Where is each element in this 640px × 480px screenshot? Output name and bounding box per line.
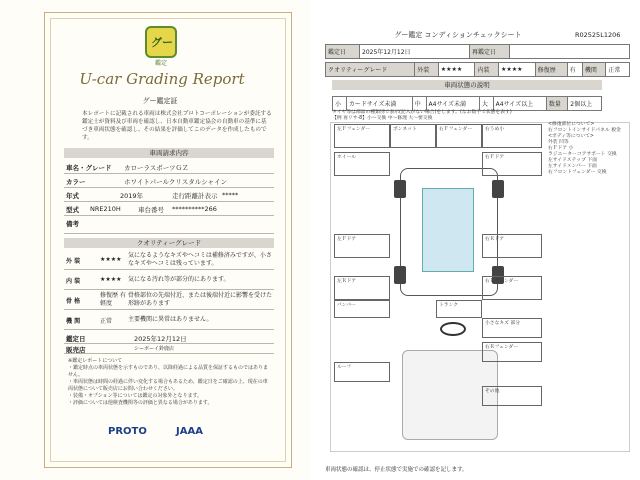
part-label: 右Ｒフェンダー (485, 279, 519, 284)
legend-a4plus: A4サイズ以上 (493, 97, 546, 111)
note-line: 左サイドステップ 下面 (548, 158, 598, 163)
sheet-footer-note: 車両状態の確認は、停止状態で実施での確認を記します。 (325, 467, 468, 473)
chassis-label: 車台番号 (138, 206, 164, 214)
engine-label: 機関 (582, 63, 606, 77)
quality-desc: 骨格部位の先端付近、または後端付近に影響を受けた形跡があります (128, 292, 273, 307)
callout-box (482, 234, 542, 258)
sheet-grade-table (325, 62, 630, 77)
legend-table (332, 96, 602, 111)
color-value: ホワイトパールクリスタルシャイン (124, 178, 227, 186)
appraisal-label: 鑑定日 (66, 335, 86, 343)
callout-box (482, 318, 542, 338)
sheet-type-value (510, 45, 630, 59)
note-line: ・鑑定時点の車両状態を示すものであり、以降経過による品質を保証するものではありません。 (68, 365, 269, 378)
wheel-icon (492, 180, 504, 198)
callout-box (334, 234, 390, 258)
quality-row-interior (64, 270, 274, 290)
row-shop (64, 344, 274, 354)
callout-box (436, 300, 482, 318)
appraisal-date: 2025年12月12日 (134, 335, 187, 343)
sheet-appraisal-label: 鑑定日 (326, 45, 360, 59)
remarks-label: 備考 (66, 220, 79, 228)
sheet-header-table (325, 44, 630, 59)
legend-title: 車両状態の説明 (332, 80, 602, 90)
callout-box (482, 124, 542, 148)
note-line: ※鑑定レポートについて (68, 358, 123, 364)
legend-card: カードサイズ未満 (346, 97, 412, 111)
legend-count-label: 数量 (546, 97, 567, 111)
mileage-label: 走行距離計表示 (172, 192, 218, 200)
legend-large: 大 (479, 97, 493, 111)
int-label: 内装 (475, 63, 499, 77)
section-quality: クオリティーグレード (64, 238, 274, 248)
part-label: 左Ｆフェンダー (337, 127, 371, 132)
part-label: 左Ｆドア (337, 237, 357, 242)
legend-note-2: 【例 再リサ-8】小～交換 中～修理 大～要交換 (332, 116, 433, 121)
part-label: 右Ｒフェンダー (485, 345, 519, 350)
part-label: 小さなキズ 部分 (485, 321, 521, 326)
note-line: ・車両状態は時間の経過に伴い変化する場合もあるため、鑑定日をご確認の上、現在の車両状態について販売店にお問い合わせください。 (68, 379, 268, 392)
quality-row-frame (64, 290, 274, 310)
row-color (64, 174, 274, 188)
ext-value: ★★★★ (438, 63, 475, 77)
callout-box (334, 300, 390, 318)
part-label: 右Ｆドア (485, 155, 505, 160)
part-label: 右Ｒドア (485, 237, 505, 242)
row-appraisal-date (64, 332, 274, 344)
note-line: <ボディ等について> (548, 134, 594, 139)
quality-desc: 主要機関に異常はありません。 (128, 316, 213, 323)
part-label: 右Ｆフェンダー (439, 127, 473, 132)
callout-box (334, 124, 390, 148)
note-line: ラジエーターコアサポート 交換 (548, 152, 617, 157)
part-label: ボンネット (393, 127, 417, 132)
grade-label: クオリティーグレード (326, 63, 415, 77)
chassis-value: **********266 (172, 205, 217, 213)
callout-box (334, 276, 390, 300)
goo-appraisal-logo-icon (145, 26, 177, 58)
note-line: 左サイドメンバー 下面 (548, 164, 597, 169)
sheet-appraisal-value: 2025年12月12日 (360, 45, 470, 59)
note-line: 右フロントインサイドパネル 板金 (548, 128, 621, 133)
model-value: NRE210H (90, 205, 121, 213)
name-value: カローラスポーツＧＺ (124, 164, 189, 172)
cert-subtitle: グー鑑定証 (142, 97, 178, 105)
logo-sub: 鑑定 (154, 60, 167, 67)
row-remarks (64, 216, 274, 234)
quality-label: 機 関 (66, 318, 81, 325)
sheet-title: グー鑑定 コンディションチェックシート (394, 31, 522, 39)
shop-value: シーボーイ鈴鹿店 (134, 346, 175, 352)
legend-medium: 中 (412, 97, 426, 111)
wheel-icon (394, 180, 406, 198)
legend-note: タイヤ等は部品の種類別で表示(記入がない場合)をします。(なお数字で状態を表す) (332, 110, 512, 115)
callout-box (334, 362, 390, 382)
section-vehicle: 車両請求内容 (64, 148, 274, 158)
repair-value: 有 (567, 63, 582, 77)
quality-label: 内 装 (66, 278, 81, 285)
shop-label: 販売店 (66, 346, 86, 354)
part-label: 右うめ小 (485, 127, 505, 132)
quality-stars: ★★★★ (100, 276, 122, 283)
legend-count-value: 2個以上 (568, 97, 602, 111)
note-line: ・装備・オプション等については鑑定の対象外となります。 (68, 393, 203, 399)
color-label: カラー (66, 178, 86, 186)
part-label: トランク (439, 303, 459, 308)
callout-box (390, 124, 436, 148)
row-name (64, 160, 274, 174)
logo-text: グー (151, 36, 173, 49)
legend-a4: A4サイズ未満 (426, 97, 479, 111)
callout-box (334, 152, 390, 176)
year-label: 年式 (66, 192, 79, 200)
intro-text: 本レポートに記載される車両は株式会社プロトコーポレーションが委託する鑑定士が資料及び車両を確認し、日本自動車鑑定協会の自動車の基準に基づき車両状態を確認し、その結果を評価してこのデータを作成したものです。 (82, 111, 272, 141)
quality-desc: 気になるようなキズやヘコミは補修済みですが、小さなキズやヘコミは残っています。 (128, 252, 272, 267)
callout-box (436, 124, 482, 148)
part-label: 左Ｒドア (337, 279, 357, 284)
row-year (64, 188, 274, 202)
note-line: 右Ｆドア 小 (548, 146, 574, 151)
part-label: ホイール (337, 155, 357, 160)
sheet-type-label: 再鑑定日 (470, 45, 510, 59)
model-label: 型式 (66, 206, 79, 214)
right-notes (548, 122, 628, 176)
callout-box (482, 342, 542, 362)
proto-logo: PROTO (108, 426, 147, 437)
year-value: 2019年 (120, 192, 144, 200)
callout-box (482, 386, 542, 406)
steering-wheel-icon (440, 322, 466, 336)
callout-box (482, 152, 542, 176)
quality-stars: 正常 (100, 318, 113, 325)
note-line: 右フロントフェンダー 交換 (548, 170, 607, 175)
part-label: ルーフ (337, 365, 352, 370)
name-label: 車名・グレード (66, 164, 112, 172)
quality-stars: 修復歴 有 軽度 (100, 292, 126, 307)
quality-row-engine (64, 310, 274, 330)
mileage-value: ***** (222, 191, 239, 199)
note-line: <修復部位について> (548, 122, 595, 127)
quality-row-exterior (64, 250, 274, 270)
quality-desc: 気になる汚れ等が部分的にあります。 (128, 276, 230, 283)
part-label: その他 (485, 389, 500, 394)
legend-small: 小 (333, 97, 347, 111)
quality-label: 骨 格 (66, 298, 81, 305)
jaaa-logo: JAAA (176, 426, 203, 437)
int-value: ★★★★ (499, 63, 536, 77)
report-script-title: U-car Grading Report (79, 70, 245, 88)
note-line: ・評価については他検査機関等の評価と異なる場合があります。 (68, 400, 213, 406)
quality-label: 外 装 (66, 258, 81, 265)
ext-label: 外装 (415, 63, 439, 77)
cert-notes (68, 358, 268, 407)
callout-box (482, 276, 542, 300)
engine-value: 正常 (606, 63, 630, 77)
repair-label: 修復歴 (535, 63, 567, 77)
wheel-icon (394, 266, 406, 284)
part-label: バンパー (337, 303, 356, 308)
car-glass (422, 188, 474, 272)
quality-stars: ★★★★ (100, 256, 122, 263)
row-model (64, 202, 274, 216)
note-line: 外装 凹等 (548, 140, 569, 145)
sheet-id: R02525L1206 (575, 31, 621, 39)
